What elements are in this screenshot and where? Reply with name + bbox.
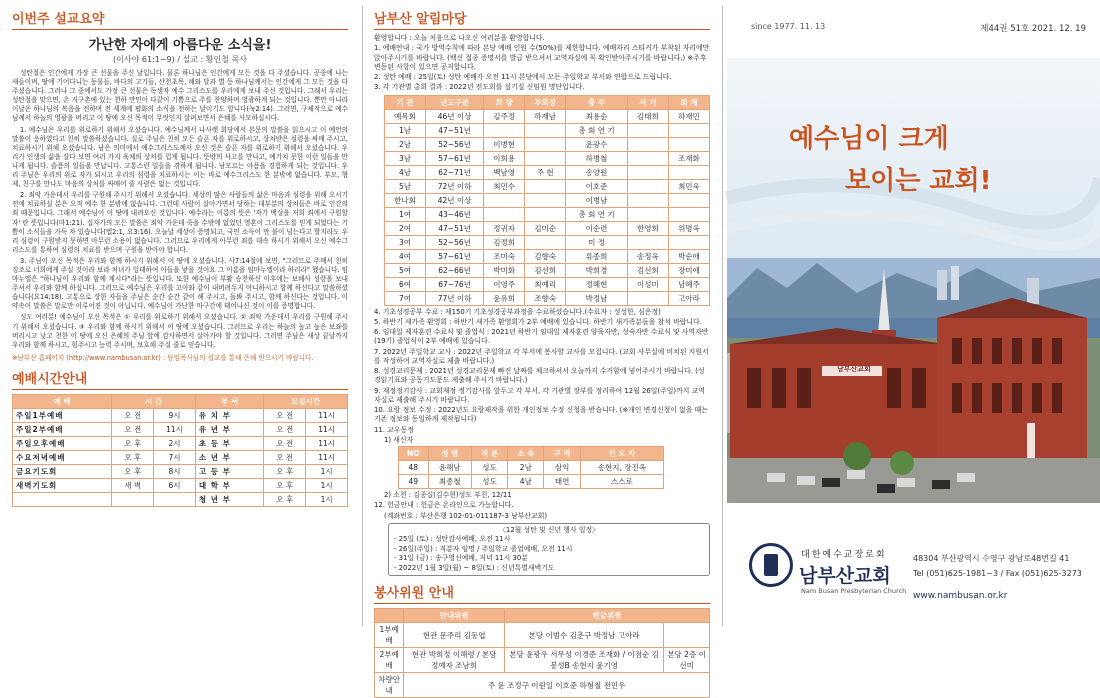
worship-section-title: 예배시간안내 — [12, 368, 348, 390]
newcomer-cell: 2남 — [508, 461, 544, 475]
org-results-table — [384, 95, 710, 306]
org-cell: 류종희 — [566, 249, 628, 263]
org-cell: 최예리 — [525, 277, 566, 291]
sermon-homepage-note: ※남부산 홈페이지 (http://www.nambusan.or.kr) : 담임목사님의 설교를 통해 은혜 받으시기 바랍니다. — [12, 353, 314, 362]
worship-cell: 금요기도회 — [13, 464, 112, 478]
news-item: 7. 2022년 주일학교 교사 : 2022년 주일학교 각 부서에 봉사할 교사를 모집니다. (교회 사무실에 비치된 지원서를 작성하여 교역자실로 제출 바랍니다.) — [374, 347, 709, 365]
sermon-paragraph: 성탄절은 인간에게 가장 큰 선물을 주신 날입니다. 물론 하나님은 인간에게 모든 것을 다 주셨습니다. 공중에 나는 새들이며, 땅에 기어다니는 동물들, 바다의 고기들, 산천초목, 해와 달과 별 등 하나님께서는 인간에게 그 모든 것을 다 주셨습니다. 그러나 그 중에서도 가장 큰 선물은 독생자 예수 그리스도를 우리에게 보내 주신 것입니다. 그래서 우리는 성탄절을 맞으면, 온 지구촌에 있는 천하 만민이 다같이 기쁨으로 주를 찬양하며 영광하게 되는 것입니다. 뿐만 아니라 이날은 하나님의 복음을 전하며 전 세계에 평화의 소식을 전하는 날이기도 합니다(눅2:14). 그러면, 구체적으로 예수님께서 하늘의 영광을 버리고 이 땅에 오신 목적이 무엇인지 살펴보면서 은혜를 사모하십시다. — [12, 69, 348, 123]
worship-cell: 유 년 부 — [195, 422, 263, 436]
org-row — [385, 179, 710, 193]
org-cell: 총 회 연 기 — [566, 123, 628, 137]
org-cell: 조재화 — [668, 151, 709, 165]
slogan-line-1: 예수님이 크게 — [789, 124, 949, 154]
org-cell: 김미순 — [525, 221, 566, 235]
newcomer-table — [398, 446, 664, 489]
worship-cell: 1시 — [306, 492, 348, 506]
service-cell: 차량안내 — [375, 673, 404, 698]
worship-cell: 8시 — [154, 464, 196, 478]
service-cell: 2부예배 — [375, 648, 404, 673]
service-cell: 본당 이범수 김춘구 박정남 고아라 — [504, 623, 663, 648]
news-item: 1) 새신자 — [384, 435, 414, 444]
news-item: 4. 기초성경공부 수료 : 제150기 기초성경공부과정을 수료하셨습니다.(수료자 : 성성한, 심은정) — [374, 307, 661, 316]
org-cell: 김정희 — [484, 235, 525, 249]
church-phone: Tel (051)625-1981~3 / Fax (051)625-3273 — [913, 569, 1082, 579]
worship-cell: 오 후 — [112, 436, 154, 450]
news-item: 2. 성탄 예배 : 25일(토) 성탄 예배가 오전 11시 본당에서 모든 주일학교 부서와 연합으로 드립니다. — [374, 73, 672, 81]
worship-row — [13, 492, 348, 506]
org-cell: 47~51년 — [426, 123, 484, 137]
org-cell: 이희용 — [484, 151, 525, 165]
org-header: 회 계 — [668, 95, 709, 109]
org-cell: 예목회 — [385, 109, 426, 123]
worship-cell: 오 후 — [112, 464, 154, 478]
service-section-title: 봉사위원 안내 — [374, 582, 710, 604]
org-cell: 미 정 — [566, 235, 628, 249]
volume-date: 제44권 51호 2021. 12. 19 — [980, 24, 1086, 34]
worship-cell: 오 후 — [264, 492, 306, 506]
org-cell — [525, 123, 566, 137]
org-cell: 43~46년 — [426, 207, 484, 221]
service-table — [374, 608, 710, 698]
worship-cell: 초 등 부 — [195, 436, 263, 450]
cover-header — [727, 0, 1100, 58]
service-header-blank — [375, 609, 404, 623]
worship-cell: 청 년 부 — [195, 492, 263, 506]
news-item: 11. 교우동정 — [374, 425, 414, 434]
org-cell: 이병남 — [566, 193, 628, 207]
org-cell: 정혜현 — [566, 277, 628, 291]
worship-cell: 수요저녁예배 — [13, 450, 112, 464]
org-cell: 박순애 — [668, 249, 709, 263]
church-contact — [913, 551, 1082, 581]
org-cell: 김주정 — [484, 109, 525, 123]
worship-cell: 1시 — [306, 478, 348, 492]
org-cell: 5남 — [385, 179, 426, 193]
org-cell: 하병철 — [566, 151, 628, 165]
worship-cell — [154, 492, 196, 506]
church-website-link[interactable]: www.nambusan.or.kr — [913, 591, 1008, 601]
org-cell — [627, 235, 668, 249]
org-cell: 2여 — [385, 221, 426, 235]
org-cell: 박미화 — [484, 263, 525, 277]
column-divider — [722, 6, 723, 626]
sermon-column — [0, 0, 358, 631]
worship-cell: 11시 — [306, 450, 348, 464]
news-item: 9. 재정정기감사 : 교회재정 정기감사를 앞두고 각 부서, 각 기관별 장부를 정리하여 12월 26일(주일)까지 교역자실로 제출해 주시기 바랍니다. — [374, 386, 705, 404]
slogan-line-2: 보이는 교회! — [845, 166, 992, 196]
worship-cell: 유 치 부 — [195, 408, 263, 422]
org-cell: 이호준 — [566, 179, 628, 193]
org-cell — [668, 165, 709, 179]
org-cell: 장미애 — [668, 263, 709, 277]
org-cell — [627, 179, 668, 193]
worship-cell — [13, 492, 112, 506]
column-divider — [362, 6, 363, 626]
service-row — [375, 648, 710, 673]
org-cell: 7여 — [385, 291, 426, 305]
slogan-banner — [727, 58, 1100, 258]
org-cell: 1남 — [385, 123, 426, 137]
org-cell: 한영희 — [627, 221, 668, 235]
newcomer-cell: 최종철 — [428, 475, 471, 489]
church-logo-icon — [749, 543, 793, 587]
newcomer-cell: 윤해남 — [428, 461, 471, 475]
sermon-paragraph: 2. 죄악 가운데서 우리를 구원해 주시기 위해서 오셨습니다. 세상의 많은 사람들의 삶은 마음과 심령을 위해 오시기 전에 치료하실 분은 오직 예수 한 분밖에 없습니다. 그런데 사람이 살아가면서 당하는 대부분의 상처들은 바로 인간의 죄 때문입니다. 그래서 예수님이 이 땅에 내려오신 것입니다. 예수라는 이름의 뜻은 '자기 백성을 저희 죄에서 구원할 자' 란 뜻입니다(마1:21). 십자가의 모든 말씀은 죄악 가운데 죽을 수밖에 없었던 영혼이 그리스도를 믿게 되었다는 기쁨이 소식들을 가득 차 있습니다(엡2:1, 요3:16). 오늘날 세상이 증명되고, 국민 소득이 만 불이 넘는다고 할지라도 우리 심령이 구원받지 못하면 아무런 소용이 없습니다. 그러므로 우리에게 아무런 죄를 대속 하시기 위해서 오신 예수그리스도를 통하여 심령의 치료를 받으며 구원을 받아야 합니다. — [12, 191, 348, 254]
news-items-3 — [374, 491, 710, 521]
org-cell: 송정옥 — [627, 249, 668, 263]
news-item: 3. 각 기관별 총회 결과 : 2022년 전도회를 설기실 신임원 명단입니다. — [374, 83, 585, 92]
cover-column — [727, 0, 1100, 631]
org-cell: 5여 — [385, 263, 426, 277]
news-item: 12. 헌금안내 : 헌금은 온라인으로 가능합니다. — [374, 501, 514, 510]
news-item: (계좌번호 : 부산은행 102-01-011187-3 남부산교회) — [384, 511, 548, 520]
org-cell — [627, 193, 668, 207]
org-row — [385, 291, 710, 305]
org-cell — [484, 207, 525, 221]
org-row — [385, 109, 710, 123]
org-cell: 이병현 — [484, 137, 525, 151]
newcomer-header: 구 역 — [544, 447, 580, 461]
service-row — [375, 623, 710, 648]
org-cell: 남혜주 — [668, 277, 709, 291]
sermon-meta: (이사야 61:1~9) / 설교 : 황인철 목사 — [113, 55, 247, 64]
org-cell: 총 회 연 기 — [566, 207, 628, 221]
org-header: 서 기 — [627, 95, 668, 109]
newcomer-header: 성 명 — [428, 447, 471, 461]
org-cell: 62~66년 — [426, 263, 484, 277]
org-cell — [668, 137, 709, 151]
news-item: 1. 예배안내 : 국가 방역수칙에 따라 본당 예배 인원 수(50%)를 제한합니다. 예배자리 스티커가 부착된 자리에만 앉아주시기를 바랍니다. (백신 접종 증명서를 발급 받으셔서 교역자실에 꼭 확인받아주시기를 바랍니다.) ※주후 변동된 사항이 있으면 공지합니다. — [374, 44, 710, 71]
worship-header: 시 간 — [112, 394, 196, 408]
news-items-2 — [374, 308, 710, 446]
org-cell: 3남 — [385, 151, 426, 165]
service-cell: 현관 문주리 김동엽 — [404, 623, 505, 648]
service-cell: 본당 2층 이선미 — [664, 648, 710, 673]
service-header-guide: 안내위원 — [404, 609, 505, 623]
org-cell — [627, 137, 668, 151]
org-cell: 고아라 — [668, 291, 709, 305]
org-cell: 한나회 — [385, 193, 426, 207]
newcomer-header: 소 속 — [508, 447, 544, 461]
org-row — [385, 263, 710, 277]
schedule-line: - 26일(주일) : 직분자 임명 / 주일학교 졸업예배, 오전 11시 — [394, 544, 573, 553]
worship-cell: 6시 — [154, 478, 196, 492]
org-cell: 6여 — [385, 277, 426, 291]
worship-cell: 주일오후예배 — [13, 436, 112, 450]
org-cell: 57~61년 — [426, 151, 484, 165]
worship-row — [13, 408, 348, 422]
org-cell: 윤광수 — [566, 137, 628, 151]
org-cell: 정귀자 — [484, 221, 525, 235]
newcomer-row — [399, 461, 664, 475]
org-cell — [627, 165, 668, 179]
worship-row — [13, 464, 348, 478]
news-item: 10. 요람 정보 수정 : 2022년도 요람제작을 위한 개인정보 수정 신청을 받습니다. (※개인 변경신청이 없을 때는 기존 정보와 동일하게 제작됩니다) — [374, 406, 708, 424]
org-cell — [627, 123, 668, 137]
org-header: 년도구분 — [426, 95, 484, 109]
org-cell — [525, 193, 566, 207]
newcomer-cell: 태연 — [544, 475, 580, 489]
org-cell — [668, 235, 709, 249]
org-cell: 46년 이상 — [426, 109, 484, 123]
org-cell: 박정남 — [566, 291, 628, 305]
org-row — [385, 277, 710, 291]
org-row — [385, 123, 710, 137]
worship-cell: 대 학 부 — [195, 478, 263, 492]
worship-cell: 1시 — [306, 464, 348, 478]
church-sign: 남부산교회 — [837, 365, 871, 373]
worship-table — [12, 394, 348, 507]
org-cell: 1여 — [385, 207, 426, 221]
org-header: 부회장 — [525, 95, 566, 109]
schedule-box — [388, 523, 710, 577]
sermon-body — [12, 69, 348, 350]
org-cell — [484, 123, 525, 137]
worship-cell: 고 등 부 — [195, 464, 263, 478]
org-cell: 이영주 — [484, 277, 525, 291]
org-cell: 4남 — [385, 165, 426, 179]
org-cell: 김선희 — [627, 263, 668, 277]
sermon-paragraph: 1. 예수님은 우리를 위로하기 위해서 오셨습니다. 예수님께서 나사렛 회당에서 본문의 말씀을 읽으시고 이 예언의 말씀이 응하였다고 친히 말씀하셨습니다. 실로 주님은 친히 모든 슬픈 자를 위로하시고, 상처받은 심령을 싸매 주시고, 치료하시기 위해 오셨습니다. 남은 의미에서 예수그리스도께서 오신 것은 슬픈 자를 위로하기 위해서 오셨습니다. 우리가 인생의 삶을 살다 보면 여러 가지 육체의 상처를 입게 됩니다. 뜻밖의 사고를 만나고, 예기치 못한 이런 일들을 만나게 됩니다. 슬픔의 일들을 만납니다. 고통스런 일들을 겪하게 됩니다. 남모르는 아픔을 경험하게 되는 것입니다. 우리 주님은 우리의 위로 자가 되시고 우리의 심령을 치료하시는 이는 바로 예수그리스도 한 분밖에 없습니다. 부모, 형제, 친구를 만나도 마음의 상처를 싸매어 줄 사람은 없는 것입니다. — [12, 125, 348, 189]
worship-row — [13, 478, 348, 492]
org-cell: 52~56년 — [426, 235, 484, 249]
service-cell: 주 윤 조정구 이원일 이호준 하형철 전민우 — [404, 673, 710, 698]
worship-cell: 오 전 — [112, 422, 154, 436]
org-cell: 백남영 — [484, 165, 525, 179]
newcomer-cell: 스스로 — [580, 475, 663, 489]
org-cell: 윤유희 — [484, 291, 525, 305]
org-cell: 4여 — [385, 249, 426, 263]
worship-row — [13, 436, 348, 450]
newcomer-header: NO — [399, 447, 429, 461]
news-section-title: 남부산 알림마당 — [374, 8, 710, 30]
church-building-illustration — [727, 258, 1100, 503]
org-cell: 57~61년 — [426, 249, 484, 263]
sermon-paragraph: 3. 주님이 오신 목적은 우리와 함께 하시기 위해서 이 땅에 오셨습니다. 사7:14절에 보면, "그러므로 주께서 친히 징조로 너희에게 주실 것이라 보라 처녀가 잉태하여 아들을 낳을 것이요 그 이름을 임마누엘이라 하리라" 했습니다. 임마누엘은 "하나님이 우리와 함께 계시다"라는 뜻입니다. 또한 예수님이 부활 승천하신 이후에는 보혜사 성령을 보내 주셔서 우리와 함께 하십니다. 그러므로 예수님은 우리를 고아와 같이 내버려두지 아니하시고 함께 하신다고 말씀하셨습니다(요14:18). 고통으로 상한 자들을 주님은 순간 순간 같이 해 주시고, 돌봐 주시고, 함께 하신다는 것입니다. 이 약속이 말씀은 말로만 이루어진 것이 아닙니다. 예수님이 가난한 마구간에 태어나신 것이 이를 증명합니다. — [12, 256, 348, 311]
worship-row — [13, 450, 348, 464]
newcomer-header: 인 도 자 — [580, 447, 663, 461]
org-row — [385, 207, 710, 221]
org-cell: 47~51년 — [426, 221, 484, 235]
org-row — [385, 165, 710, 179]
org-row — [385, 151, 710, 165]
org-cell: 최용순 — [566, 109, 628, 123]
worship-cell — [112, 492, 154, 506]
org-header: 회 장 — [484, 95, 525, 109]
newcomer-cell: 성도 — [471, 475, 507, 489]
worship-row — [13, 422, 348, 436]
church-info-footer — [727, 503, 1100, 631]
worship-cell: 9시 — [154, 408, 196, 422]
org-cell: 조미숙 — [484, 249, 525, 263]
newcomer-cell: 송현지, 장진옥 — [580, 461, 663, 475]
service-cell: 본당 윤광우 서무성 이경준 조재화 / 이점순 김봉성B 송현지 윤기영 — [504, 648, 663, 673]
news-item: 환영합니다 : 오늘 처음으로 나오신 여러분을 환영합니다. — [374, 34, 545, 42]
org-cell — [627, 151, 668, 165]
newcomer-row — [399, 475, 664, 489]
worship-cell: 오 전 — [264, 450, 306, 464]
worship-cell: 7시 — [154, 450, 196, 464]
org-header: 총 무 — [566, 95, 628, 109]
org-cell: 박희경 — [566, 263, 628, 277]
org-cell: 이성미 — [627, 277, 668, 291]
newcomer-cell: 4남 — [508, 475, 544, 489]
org-cell: 최민수 — [484, 179, 525, 193]
org-row — [385, 221, 710, 235]
decorative-lines — [727, 58, 1100, 258]
org-cell — [668, 123, 709, 137]
worship-cell: 새 벽 — [112, 478, 154, 492]
org-cell: 이순련 — [566, 221, 628, 235]
worship-cell: 주일1부예배 — [13, 408, 112, 422]
org-cell: 김향숙 — [525, 249, 566, 263]
worship-cell: 11시 — [306, 408, 348, 422]
org-cell — [668, 207, 709, 221]
org-row — [385, 193, 710, 207]
worship-cell: 소 년 부 — [195, 450, 263, 464]
org-header: 기 관 — [385, 95, 426, 109]
worship-cell: 11시 — [154, 422, 196, 436]
since-text: since 1977. 11. 13 — [751, 22, 826, 31]
org-row — [385, 137, 710, 151]
news-column — [366, 0, 718, 696]
org-row — [385, 249, 710, 263]
org-cell: 조향숙 — [525, 291, 566, 305]
newcomer-cell: 성도 — [471, 461, 507, 475]
org-cell: 송양원 — [566, 165, 628, 179]
org-cell: 최민욱 — [668, 179, 709, 193]
news-items — [374, 34, 710, 93]
newcomer-cell: 49 — [399, 475, 429, 489]
org-cell — [525, 137, 566, 151]
sermon-section-title: 이번주 설교요약 — [12, 8, 348, 30]
news-item: 6. 임대일 제자훈련 수료식 및 졸업식 : 2021년 하반기 임대일 제자훈련 양육자반, 성숙자반 수료식 및 사역자반(19기) 졸업식이 2부 예배에 있습니다. — [374, 328, 709, 346]
worship-header: 모임시간 — [264, 394, 348, 408]
schedule-line: - 31일 (금) : 송구영신예배, 저녁 11시 30분 — [394, 554, 528, 563]
sermon-title: 가난한 자에게 아름다운 소식을! — [88, 38, 272, 53]
news-item: 8. 성경교리문제 : 2021년 성경교리문제 빠진 날짜를 체크하셔서 오늘까지 수거함에 넣어주시기 바랍니다. (성경읽기표와 공동기도문도 제출해 주시기 바랍니다.) — [374, 367, 705, 385]
church-photo — [727, 258, 1100, 503]
org-row — [385, 235, 710, 249]
org-cell — [525, 235, 566, 249]
org-cell: 62~71년 — [426, 165, 484, 179]
org-cell — [627, 291, 668, 305]
service-cell: 현관 박희정 이해령 / 본당 정예자 조남희 — [404, 648, 505, 673]
newcomer-header: 직 분 — [471, 447, 507, 461]
worship-header: 예 배 — [13, 394, 112, 408]
worship-cell: 오 전 — [264, 408, 306, 422]
worship-cell: 오 전 — [112, 408, 154, 422]
service-cell — [664, 623, 710, 648]
org-cell — [484, 193, 525, 207]
news-item: 2) 소천 : 김종실(김수현)성도 부친, 12/11 — [384, 491, 512, 499]
org-cell: 하재민 — [668, 109, 709, 123]
worship-cell: 2시 — [154, 436, 196, 450]
org-cell: 72년 이하 — [426, 179, 484, 193]
schedule-line: - 25일 (토) : 성탄감사예배, 오전 11시 — [394, 535, 511, 544]
worship-cell: 오 후 — [264, 478, 306, 492]
service-cell: 1부예배 — [375, 623, 404, 648]
worship-cell: 11시 — [306, 436, 348, 450]
org-cell — [668, 193, 709, 207]
worship-cell: 오 전 — [264, 422, 306, 436]
org-cell: 하재남 — [525, 109, 566, 123]
org-cell — [627, 207, 668, 221]
church-address: 48304 부산광역시 수영구 광남로48번길 41 — [913, 554, 1070, 563]
org-cell: 김태희 — [627, 109, 668, 123]
org-cell — [525, 179, 566, 193]
worship-cell: 오 후 — [112, 450, 154, 464]
schedule-line: 〈12월 성탄 및 신년 행사 일정〉 — [498, 525, 600, 534]
service-header-offering: 헌금위원 — [504, 609, 709, 623]
worship-cell: 오 전 — [264, 436, 306, 450]
schedule-line: - 2022년 1월 3일(월) ~ 8일(토) : 신년특별새벽기도 — [394, 563, 555, 572]
org-cell: 77년 이하 — [426, 291, 484, 305]
church-name: 남부산교회 — [799, 565, 891, 587]
org-cell — [525, 207, 566, 221]
worship-cell: 새벽기도회 — [13, 478, 112, 492]
church-english-name: Nam Busan Presbyterian Church — [801, 587, 907, 595]
worship-cell: 주일2부예배 — [13, 422, 112, 436]
org-cell: 위명옥 — [668, 221, 709, 235]
org-cell: 42년 이상 — [426, 193, 484, 207]
org-cell: 52~56년 — [426, 137, 484, 151]
org-cell: 주 현 — [525, 165, 566, 179]
org-cell: 김선희 — [525, 263, 566, 277]
newcomer-cell: 48 — [399, 461, 429, 475]
newcomer-cell: 삼익 — [544, 461, 580, 475]
worship-cell: 11시 — [306, 422, 348, 436]
sermon-paragraph: 성도 여러분! 예수님이 오신 목적은 ① 우리를 위로하기 위해서 오셨습니다. ② 죄악 가운데서 우리를 구원해 주시기 위해서 오셨습니다. ③ 우리와 함께 하시기 위해서 이 땅에 오셨습니다. 그러므로 우리는 하늘의 높고 높은 보좌를 버리시고 낮고 천한 이 땅에 오신 은혜의 주님 앞에 감사하면서 살아가야 할 것입니다. 그러면 주님은 새상 끝날까지 우리와 함께 하시고, 힘주시고 능력 주시며, 보호해 주실 줄로 믿습니다. — [12, 313, 348, 349]
org-cell — [525, 151, 566, 165]
service-row — [375, 673, 710, 698]
org-cell: 3여 — [385, 235, 426, 249]
denomination: 대한예수교장로회 — [801, 550, 887, 560]
news-item: 5. 하반기 새가족 환영회 : 하반기 새가족 환영회가 2부 예배에 있습니다. 하반기 새가족분들을 참석 바랍니다. — [374, 317, 702, 326]
org-cell: 2남 — [385, 137, 426, 151]
worship-header: 부 서 — [195, 394, 263, 408]
org-cell: 67~76년 — [426, 277, 484, 291]
worship-cell: 오 후 — [264, 464, 306, 478]
